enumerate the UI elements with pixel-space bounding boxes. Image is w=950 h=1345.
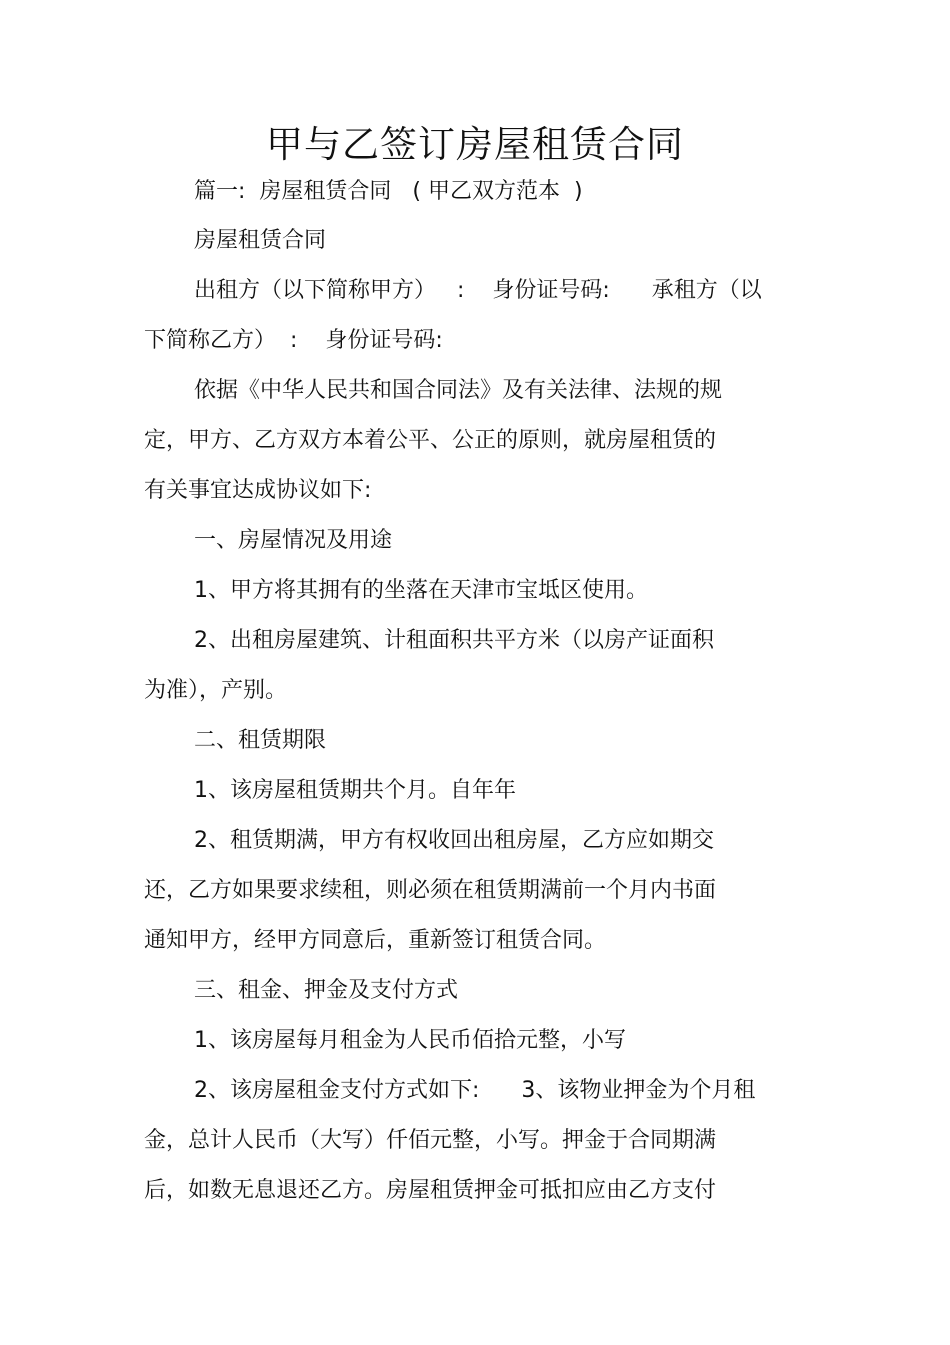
clause-1-1: 1、甲方将其拥有的坐落在天津市宝坻区使用。 [194,578,648,603]
clause-1-2-line-2: 为准），产别。 [144,678,288,703]
clause-2-2-line-1: 2、租赁期满，甲方有权收回出租房屋，乙方应如期交 [194,828,714,853]
preamble-line-2: 定，甲方、乙方双方本着公平、公正的原则，就房屋租赁的 [144,428,717,453]
section-heading-1: 一、房屋情况及用途 [194,528,393,553]
clause-2-2-line-2: 还，乙方如果要求续租，则必须在租赁期满前一个月内书面 [144,878,717,903]
preamble-line-1: 依据《中华人民共和国合同法》及有关法律、法规的规 [194,378,723,403]
contract-subtitle: 房屋租赁合同 [194,228,327,253]
clause-2-2-line-3: 通知甲方，经甲方同意后，重新签订租赁合同。 [144,928,607,953]
clause-3-3-line-2: 金，总计人民币（大写）仟佰元整，小写。押金于合同期满 [144,1128,717,1153]
section-heading-part-one: 篇一: 房屋租赁合同 ( 甲乙双方范本 ) [194,179,583,204]
preamble-line-3: 有关事宜达成协议如下: [144,478,372,503]
document-title: 甲与乙签订房屋租赁合同 [266,123,684,166]
clause-3-2-line-1: 2、该房屋租金支付方式如下: 3、该物业押金为个月租 [194,1078,756,1103]
section-heading-2: 二、租赁期限 [194,728,327,753]
clause-2-1: 1、该房屋租赁期共个月。自年年 [194,778,516,803]
clause-3-1: 1、该房屋每月租金为人民币佰拾元整，小写 [194,1028,626,1053]
clause-1-2-line-1: 2、出租房屋建筑、计租面积共平方米（以房产证面积 [194,628,714,653]
party-info-line-1: 出租方（以下简称甲方） : 身份证号码: 承租方（以 [194,278,762,303]
party-info-line-2: 下简称乙方） : 身份证号码: [144,328,443,353]
section-heading-3: 三、租金、押金及支付方式 [194,978,459,1003]
clause-3-3-line-3: 后，如数无息退还乙方。房屋租赁押金可抵扣应由乙方支付 [144,1178,717,1203]
